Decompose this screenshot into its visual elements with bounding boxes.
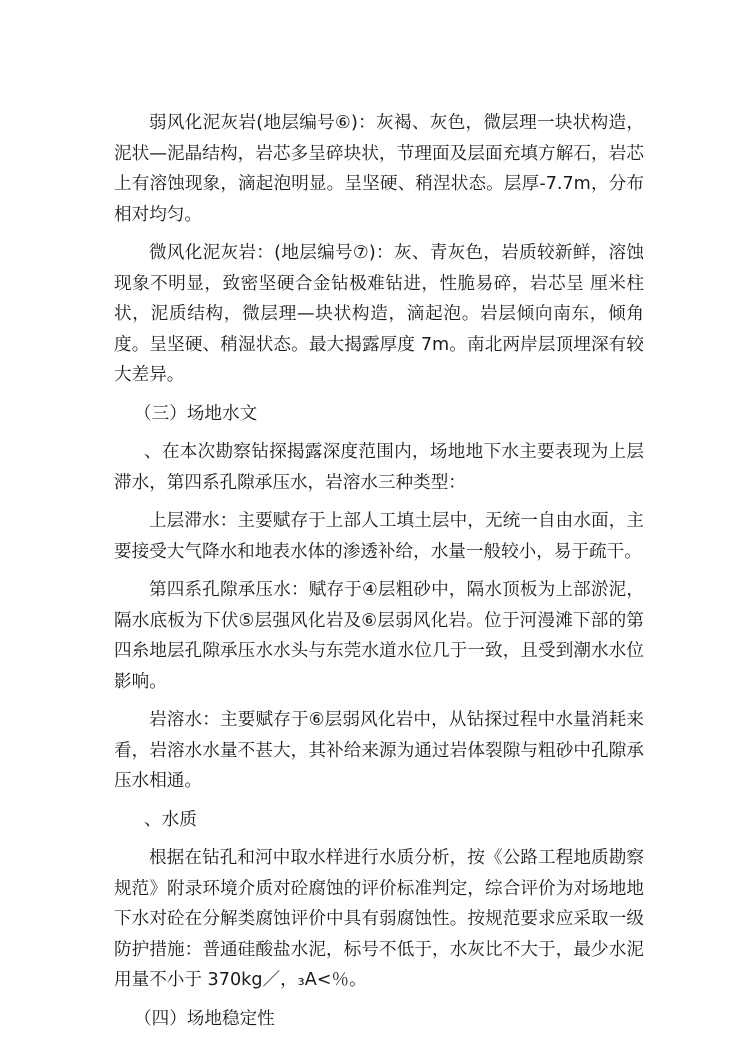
document-body xyxy=(114,108,644,1042)
paragraph-water-quality: 根据在钻孔和河中取水样进行水质分析，按《公路工程地质勘察规范》附录环境介质对砼腐蚀的评价标准判定，综合评价为对场地地下水对砼在分解类腐蚀评价中具有弱腐蚀性。按规范要求应采取一级防护措施：普通硅酸盐水泥，标号不低于，水灰比不大于，最少水泥用量不小于 370kg／，₃A<％。 xyxy=(114,848,644,990)
paragraph-weak-weathered-mudstone: 弱风化泥灰岩(地层编号⑥)：灰褐、灰色，微层理一块状构造，泥状—泥晶结构，岩芯多呈碎块状，节理面及层面充填方解石，岩芯上有溶蚀现象，滴起泡明显。呈坚硬、稍涅状态。层厚-7.7m，分布相对均匀。 xyxy=(114,113,644,225)
section-heading-stability: （四）场地稳定性 xyxy=(134,1008,275,1029)
paragraph-slight-weathered-mudstone: 微风化泥灰岩：(地层编号⑦)：灰、青灰色，岩质较新鲜，溶蚀现象不明显，致密坚硬合金钻极难钻进，性脆易碎，岩芯呈 厘米柱状，泥质结构，微层理—块状构造，滴起泡。岩层倾向南东，倾角度。呈坚硬、稍湿状态。最大揭露厚度 7m。南北两岸层顶埋深有较大差异。 xyxy=(114,243,644,385)
section-heading-hydrology: （三）场地水文 xyxy=(134,403,258,424)
paragraph-groundwater-intro: 、在本次勘察钻探揭露深度范围内，场地地下水主要表现为上层滞水，第四系孔隙承压水，岩溶水三种类型： xyxy=(114,442,644,493)
paragraph-perched-water: 上层滞水：主要赋存于上部人工填土层中，无统一自由水面，主要接受大气降水和地表水体的渗透补给，水量一般较小，易于疏干。 xyxy=(114,511,644,562)
subheading-water-quality: 、水质 xyxy=(144,809,197,830)
paragraph-confined-water: 第四系孔隙承压水：赋存于④层粗砂中，隔水顶板为上部淤泥，隔水底板为下伏⑤层强风化岩及⑥层弱风化岩。位于河漫滩下部的第四糸地层孔隙承压水水头与东莞水道水位几于一致，且受到潮水水位影响。 xyxy=(114,580,644,692)
paragraph-karst-water: 岩溶水：主要赋存于⑥层弱风化岩中，从钻探过程中水量消耗来看，岩溶水水量不甚大，其补给来源为通过岩体裂隙与粗砂中孔隙承压水相通。 xyxy=(114,710,644,791)
